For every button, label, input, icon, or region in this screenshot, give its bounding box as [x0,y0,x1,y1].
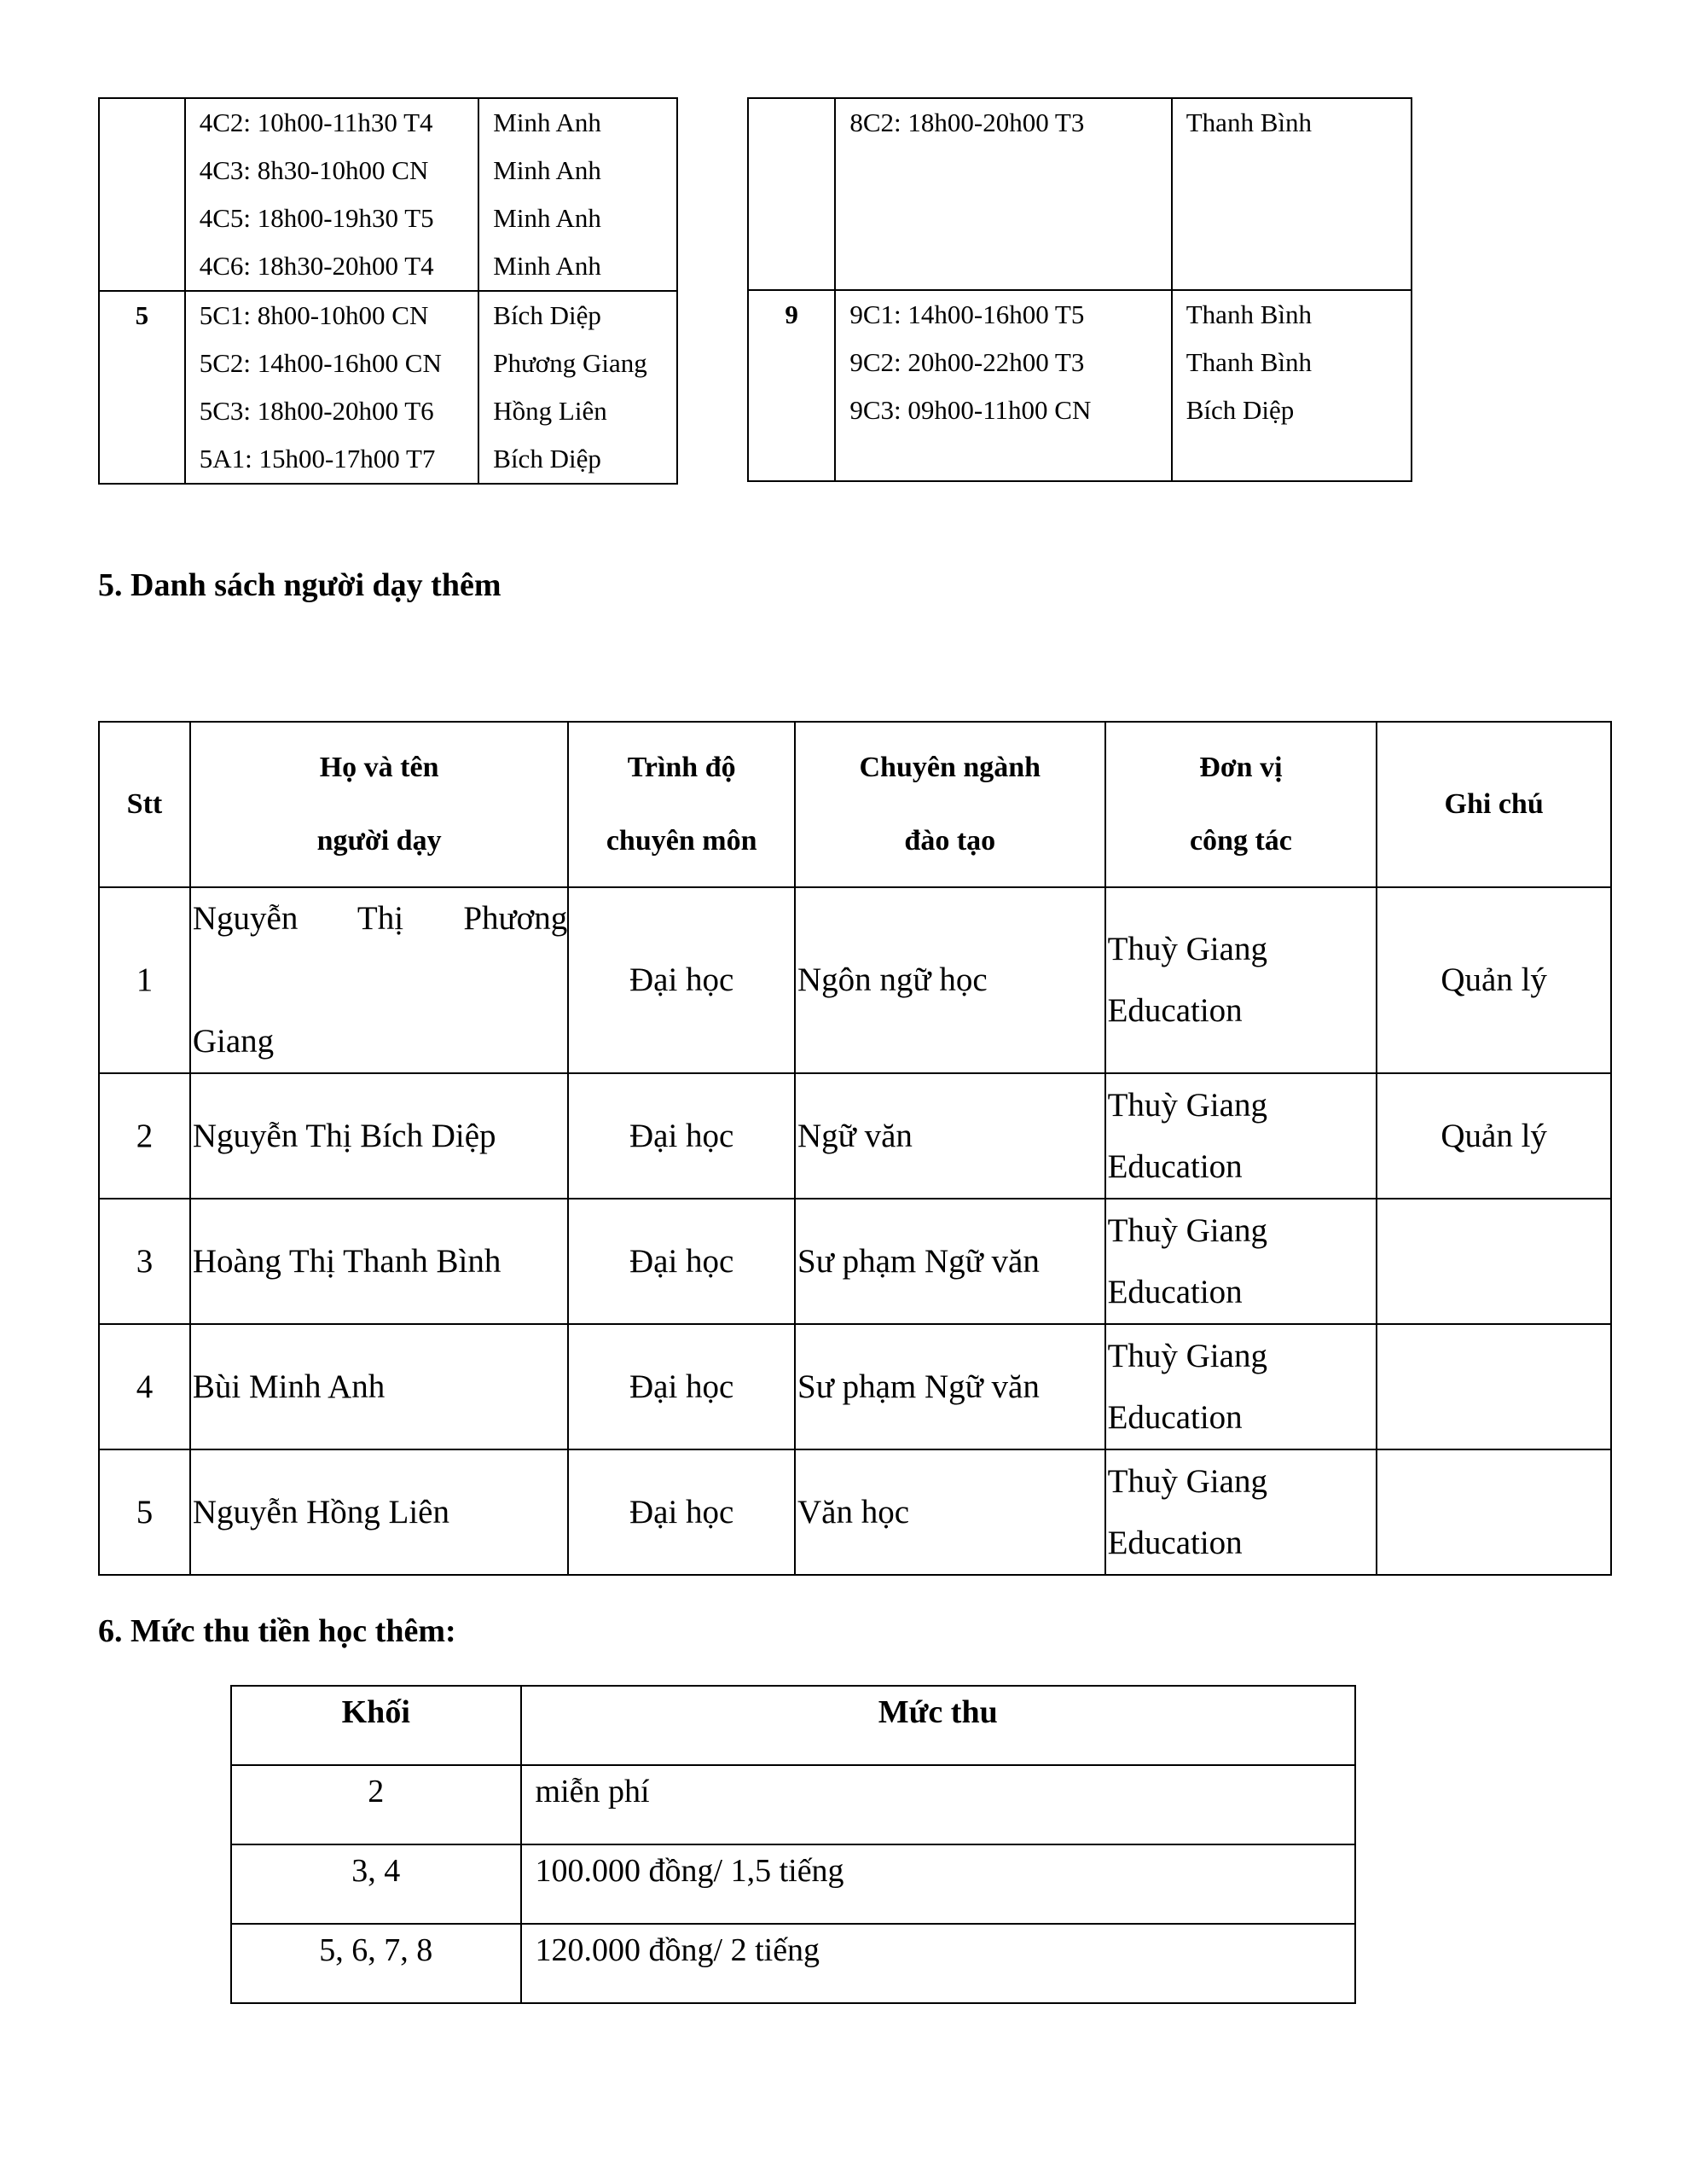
teacher-name: Thanh Bình [1186,299,1312,329]
table-row [99,1449,1611,1575]
level-cell: Đại học [568,1449,795,1575]
class-schedule-cell [185,98,479,291]
teacher-name: Minh Anh [493,251,601,281]
class-schedule-cell [185,291,479,484]
teacher-name: Bích Diệp [1186,395,1295,425]
unit-cell: Thuỳ Giang Education [1105,1449,1377,1575]
header-level: Trình độ chuyên môn [568,722,795,887]
class-schedule: 5C3: 18h00-20h00 T6 [199,396,434,426]
header-unit: Đơn vị công tác [1105,722,1377,887]
note-cell: Quản lý [1377,1073,1611,1199]
name-cell: Nguyễn Hồng Liên [190,1449,568,1575]
table-row [231,1844,1355,1924]
class-schedule: 5A1: 15h00-17h00 T7 [199,444,436,473]
fees-table [230,1685,1356,2004]
unit-cell: Thuỳ Giang Education [1105,887,1377,1073]
teacher-name: Bích Diệp [493,444,601,473]
teacher-name: Thanh Bình [1186,347,1312,377]
table-header-row [99,722,1611,887]
table-header-row [231,1686,1355,1765]
table-row [99,887,1611,1073]
level-cell: Đại học [568,1324,795,1449]
level-cell: Đại học [568,1073,795,1199]
major-cell: Sư phạm Ngữ văn [795,1324,1105,1449]
teacher-name: Phương Giang [493,348,647,378]
table-row [231,1924,1355,2003]
unit-cell: Thuỳ Giang Education [1105,1199,1377,1324]
note-cell [1377,1199,1611,1324]
unit-cell: Thuỳ Giang Education [1105,1073,1377,1199]
fee-cell: 120.000 đồng/ 2 tiếng [521,1924,1355,2003]
stt-cell: 5 [99,1449,190,1575]
name-cell: Bùi Minh Anh [190,1324,568,1449]
note-cell [1377,1449,1611,1575]
table-row [748,290,1412,481]
class-schedule: 9C2: 20h00-22h00 T3 [849,347,1085,377]
header-stt: Stt [99,722,190,887]
teachers-table [98,721,1612,1576]
teacher-name: Bích Diệp [493,300,601,330]
class-schedule: 4C2: 10h00-11h30 T4 [199,107,433,137]
schedule-table-left [98,97,678,485]
header-note: Ghi chú [1377,722,1611,887]
level-cell: Đại học [568,1199,795,1324]
class-schedule: 8C2: 18h00-20h00 T3 [849,107,1085,137]
teacher-cell [1172,98,1412,290]
table-row [99,98,677,291]
header-fee: Mức thu [521,1686,1355,1765]
teacher-name: Minh Anh [493,203,601,233]
table-row [99,291,677,484]
note-cell [1377,1324,1611,1449]
class-schedule-cell [835,98,1171,290]
name-cell: Nguyễn Thị Phương Giang [190,887,568,1073]
stt-cell: 3 [99,1199,190,1324]
teacher-name: Minh Anh [493,155,601,185]
unit-cell: Thuỳ Giang Education [1105,1324,1377,1449]
grade-cell [748,98,835,290]
table-row [99,1324,1611,1449]
class-schedule: 4C5: 18h00-19h30 T5 [199,203,434,233]
header-grade: Khối [231,1686,521,1765]
grade-cell: 5, 6, 7, 8 [231,1924,521,2003]
class-schedule: 5C1: 8h00-10h00 CN [199,300,429,330]
fee-cell: 100.000 đồng/ 1,5 tiếng [521,1844,1355,1924]
teacher-name: Thanh Bình [1186,107,1312,137]
class-schedule: 4C6: 18h30-20h00 T4 [199,251,434,281]
major-cell: Sư phạm Ngữ văn [795,1199,1105,1324]
table-row [748,98,1412,290]
major-cell: Văn học [795,1449,1105,1575]
stt-cell: 1 [99,887,190,1073]
teacher-name: Minh Anh [493,107,601,137]
section-6-heading: 6. Mức thu tiền học thêm: [98,1613,456,1649]
stt-cell: 4 [99,1324,190,1449]
teacher-cell [478,291,677,484]
class-schedule: 4C3: 8h30-10h00 CN [199,155,429,185]
grade-cell: 3, 4 [231,1844,521,1924]
table-row [99,1073,1611,1199]
teacher-cell [1172,290,1412,481]
grade-cell: 5 [99,291,185,484]
note-cell: Quản lý [1377,887,1611,1073]
schedule-table-right [747,97,1412,482]
header-major: Chuyên ngành đào tạo [795,722,1105,887]
class-schedule: 5C2: 14h00-16h00 CN [199,348,442,378]
section-5-heading: 5. Danh sách người dạy thêm [98,567,501,603]
teacher-cell [478,98,677,291]
grade-cell: 9 [748,290,835,481]
fee-cell: miễn phí [521,1765,1355,1844]
level-cell: Đại học [568,887,795,1073]
teacher-name: Hồng Liên [493,396,607,426]
grade-cell [99,98,185,291]
class-schedule: 9C3: 09h00-11h00 CN [849,395,1092,425]
class-schedule-cell [835,290,1171,481]
table-row [99,1199,1611,1324]
grade-cell: 2 [231,1765,521,1844]
header-name: Họ và tên người dạy [190,722,568,887]
name-cell: Nguyễn Thị Bích Diệp [190,1073,568,1199]
name-cell: Hoàng Thị Thanh Bình [190,1199,568,1324]
stt-cell: 2 [99,1073,190,1199]
major-cell: Ngôn ngữ học [795,887,1105,1073]
table-row [231,1765,1355,1844]
class-schedule: 9C1: 14h00-16h00 T5 [849,299,1085,329]
major-cell: Ngữ văn [795,1073,1105,1199]
